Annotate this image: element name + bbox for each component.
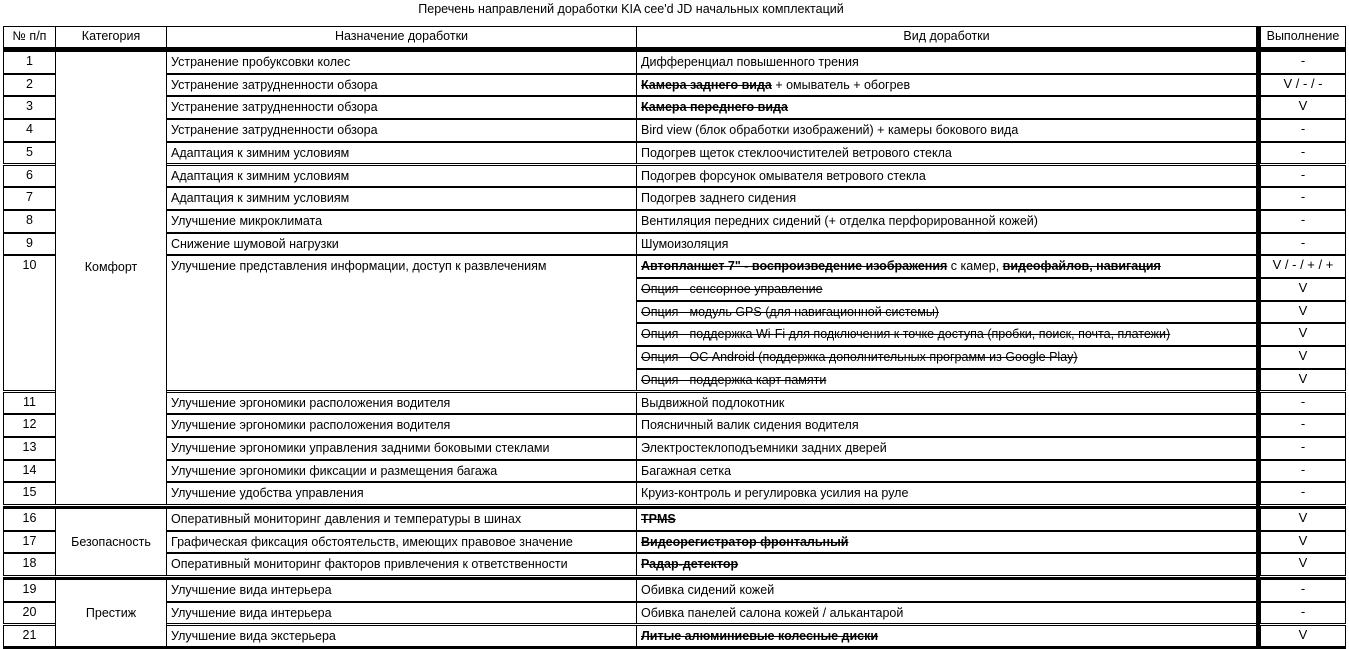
row-done: -	[1260, 51, 1346, 74]
row-done: -	[1260, 460, 1346, 483]
row-purpose: Устранение затрудненности обзора	[166, 96, 637, 119]
row-kind: Подогрев заднего сидения	[636, 187, 1257, 210]
kind-struck-text: Литые алюминиевые колесные диски	[641, 628, 879, 643]
row-kind: Багажная сетка	[636, 460, 1257, 483]
row-done: -	[1260, 119, 1346, 142]
row-purpose: Улучшение эргономики управления задними боковыми стеклами	[166, 437, 637, 460]
row-option-done: V	[1260, 369, 1346, 392]
row-kind: Поясничный валик сидения водителя	[636, 414, 1257, 437]
header-num: № п/п	[3, 26, 56, 48]
row-purpose: Улучшение представления информации, доступ к развлечениям	[166, 255, 637, 391]
row-num: 2	[3, 74, 56, 97]
row-purpose: Адаптация к зимним условиям	[166, 142, 637, 165]
kind-rest-text: с камер,	[947, 259, 1003, 274]
document-title: Перечень направлений доработки KIA cee'd JD начальных комплектаций	[418, 2, 844, 16]
row-purpose: Улучшение вида интерьера	[166, 579, 637, 602]
row-kind	[636, 74, 1257, 97]
row-done: -	[1260, 392, 1346, 415]
row-num: 13	[3, 437, 56, 460]
row-option-kind: Опция - поддержка Wi-Fi для подключения к точке доступа (пробки, поиск, почта, платежи)	[636, 323, 1257, 346]
column-divider	[1256, 26, 1260, 648]
kind-struck-text: Камера переднего вида	[641, 100, 788, 115]
group-separator	[3, 48, 1346, 51]
row-num: 11	[3, 392, 56, 415]
kind-struck-text: Камера заднего вида	[641, 77, 772, 92]
row-purpose: Улучшение эргономики расположения водителя	[166, 392, 637, 415]
row-option-done: V	[1260, 278, 1346, 301]
row-done: -	[1260, 187, 1346, 210]
row-num: 7	[3, 187, 56, 210]
row-purpose: Графическая фиксация обстоятельств, имеющих правовое значение	[166, 531, 637, 554]
row-done: -	[1260, 142, 1346, 165]
row-purpose: Устранение затрудненности обзора	[166, 119, 637, 142]
row-option-kind: Опция - ОС Android (поддержка дополнительных программ из Google Play)	[636, 346, 1257, 369]
row-kind: Выдвижной подлокотник	[636, 392, 1257, 415]
row-num: 9	[3, 233, 56, 256]
row-kind: Bird view (блок обработки изображений) + камеры бокового вида	[636, 119, 1257, 142]
group-separator	[3, 506, 1346, 509]
row-kind: Круиз-контроль и регулировка усилия на руле	[636, 482, 1257, 505]
row-num: 5	[3, 142, 56, 165]
category-safety: Безопасность	[55, 508, 167, 576]
row-kind: Обивка сидений кожей	[636, 579, 1257, 602]
row-done: -	[1260, 602, 1346, 625]
row-num: 18	[3, 553, 56, 576]
kind-struck-text: Видеорегистратор фронтальный	[641, 534, 849, 549]
category-comfort: Комфорт	[55, 51, 167, 505]
row-num: 10	[3, 255, 56, 391]
row-num: 17	[3, 531, 56, 554]
row-kind	[636, 96, 1257, 119]
row-kind	[636, 553, 1257, 576]
row-option-kind: Опция - сенсорное управление	[636, 278, 1257, 301]
row-num: 14	[3, 460, 56, 483]
row-done: V	[1260, 553, 1346, 576]
row-purpose: Улучшение вида экстерьера	[166, 625, 637, 648]
row-kind	[636, 625, 1257, 648]
row-num: 6	[3, 165, 56, 188]
kind-struck-text: Автопланшет 7" - воспроизведение изображения	[641, 259, 948, 274]
row-purpose: Адаптация к зимним условиям	[166, 165, 637, 188]
row-option-done: V	[1260, 301, 1346, 324]
row-num: 1	[3, 51, 56, 74]
row-done: V	[1260, 96, 1346, 119]
row-purpose: Адаптация к зимним условиям	[166, 187, 637, 210]
row-purpose: Улучшение вида интерьера	[166, 602, 637, 625]
kind-struck-text: TPMS	[641, 512, 676, 526]
row-kind: Вентиляция передних сидений (+ отделка перфорированной кожей)	[636, 210, 1257, 233]
row-done: V	[1260, 625, 1346, 648]
row-num: 15	[3, 482, 56, 505]
row-kind: Подогрев щеток стеклоочистителей ветрового стекла	[636, 142, 1257, 165]
row-done: -	[1260, 414, 1346, 437]
row-purpose: Устранение пробуксовки колес	[166, 51, 637, 74]
kind-rest-text: + омыватель + обогрев	[771, 77, 911, 92]
row-kind	[636, 255, 1257, 278]
row-done: -	[1260, 165, 1346, 188]
row-purpose: Оперативный мониторинг давления и температуры в шинах	[166, 508, 637, 531]
row-kind	[636, 531, 1257, 554]
row-kind	[636, 508, 1257, 531]
row-kind: Обивка панелей салона кожей / алькантарой	[636, 602, 1257, 625]
row-done: -	[1260, 233, 1346, 256]
group-separator	[3, 577, 1346, 580]
category-prestige: Престиж	[55, 579, 167, 647]
row-num: 16	[3, 508, 56, 531]
kind-struck-text: видеофайлов, навигация	[1002, 259, 1161, 274]
row-done: V / - / + / +	[1260, 255, 1346, 278]
row-purpose: Снижение шумовой нагрузки	[166, 233, 637, 256]
row-kind: Шумоизоляция	[636, 233, 1257, 256]
header-purpose: Назначение доработки	[166, 26, 637, 48]
row-kind: Дифференциал повышенного трения	[636, 51, 1257, 74]
header-done: Выполнение	[1260, 26, 1346, 48]
row-option-kind: Опция - поддержка карт памяти	[636, 369, 1257, 392]
row-num: 3	[3, 96, 56, 119]
row-done: -	[1260, 437, 1346, 460]
row-done: -	[1260, 210, 1346, 233]
row-done: -	[1260, 482, 1346, 505]
row-kind: Подогрев форсунок омывателя ветрового стекла	[636, 165, 1257, 188]
header-category: Категория	[55, 26, 167, 48]
row-purpose: Устранение затрудненности обзора	[166, 74, 637, 97]
row-done: V	[1260, 508, 1346, 531]
row-kind: Электростеклоподъемники задних дверей	[636, 437, 1257, 460]
row-done: V / - / -	[1260, 74, 1346, 97]
row-done: -	[1260, 579, 1346, 602]
row-num: 4	[3, 119, 56, 142]
row-done: V	[1260, 531, 1346, 554]
kind-struck-text: Радар-детектор	[641, 557, 739, 572]
row-option-done: V	[1260, 323, 1346, 346]
row-purpose: Улучшение микроклимата	[166, 210, 637, 233]
row-purpose: Улучшение удобства управления	[166, 482, 637, 505]
row-option-done: V	[1260, 346, 1346, 369]
row-num: 21	[3, 625, 56, 648]
row-num: 19	[3, 579, 56, 602]
row-option-kind: Опция - модуль GPS (для навигационной системы)	[636, 301, 1257, 324]
header-kind: Вид доработки	[636, 26, 1257, 48]
row-purpose: Оперативный мониторинг факторов привлечения к ответственности	[166, 553, 637, 576]
row-num: 12	[3, 414, 56, 437]
row-purpose: Улучшение эргономики расположения водителя	[166, 414, 637, 437]
row-num: 20	[3, 602, 56, 625]
row-num: 8	[3, 210, 56, 233]
row-purpose: Улучшение эргономики фиксации и размещения багажа	[166, 460, 637, 483]
